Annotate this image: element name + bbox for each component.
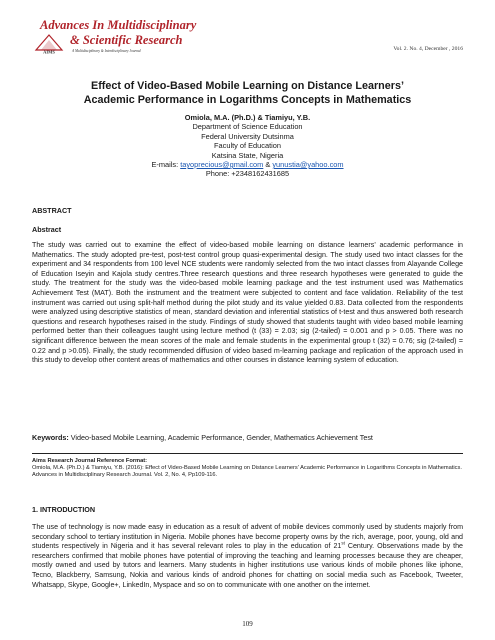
paper-title: [32, 80, 463, 107]
abstract-text: The study was carried out to examine the effect of video-based mobile learning on distance learners’ academic performance in Mathematics. The study adopted pre-test, post-test control group quasi-experimental design. The study used two intact classes for the experiment and 34 respondents from 100 level NCE students were randomly selected from the two intact classes from Alayande College of Education Iseyin and Kajola study centres.Three research questions and three research hypotheses were generated to guide the study. The treatment for the study was the video-based mobile learning package and the test instrument used was Mathematics Achievement Test (MAT). Both the instrument and the treatment were subjected to content and face validation. Reliability of the test instrument was carried out using split-half method during the pilot study and its value yielded 0.83. Data collected from the respondents were analyzed using descriptive statistics of mean, standard deviation and inferential statistics of t-test and thus answered both research questions and research hypotheses raised in the study. Findings of study showed that students taught with video based mobile learning performed better than their colleagues taught using lecture method (t (33) = 2.03; sig (2-tailed) = 0.001 and p > 0.05. There was no significant difference between the mean scores of the male and female students in the experimental group t (32) = 0.76; sig (2-tailed) = 0.22 and p >0.05). Finally, the study recommended diffusion of video based m-learning package and replication of the approach used in this study to develop other content areas of mathematics and other courses in distance learning system of education.: [32, 241, 463, 365]
email-separator: &: [263, 160, 273, 170]
introduction-text: [32, 523, 463, 590]
author-university: Federal University Dutsinma: [201, 131, 294, 141]
email-link-2[interactable]: yunustia@yahoo.com: [272, 160, 344, 170]
author-phone: Phone: +2348162431685: [205, 169, 290, 179]
author-names: Omiola, M.A. (Ph.D.) & Tiamiyu, Y.B.: [184, 113, 311, 122]
title-line-2: Academic Performance in Logarithms Concepts in Mathematics: [83, 93, 412, 106]
volume-info: Vol. 2. No. 4, December , 2016: [393, 46, 463, 52]
reference-heading: Aims Research Journal Reference Format:: [32, 458, 148, 464]
page-number: 109: [242, 620, 253, 628]
journal-logo: [32, 18, 197, 60]
author-department: Department of Science Education: [192, 122, 303, 132]
abstract-subheading: Abstract: [32, 225, 62, 234]
keywords-label: Keywords:: [32, 433, 69, 442]
author-emails: [32, 160, 463, 169]
author-faculty: Faculty of Education: [214, 141, 281, 151]
title-line-1: Effect of Video-Based Mobile Learning on Distance Learners’: [91, 80, 404, 92]
abstract-heading: ABSTRACT: [32, 206, 72, 215]
keywords-text: Video-based Mobile Learning, Academic Performance, Gender, Mathematics Achievement Test: [68, 433, 373, 442]
logo-badge-text: AIMS: [43, 49, 55, 54]
logo-line-1: Advances In Multidisciplinary: [40, 18, 197, 32]
introduction-heading: 1. INTRODUCTION: [32, 505, 96, 514]
intro-superscript: st: [341, 540, 345, 546]
intro-text-after: Century. Observations made by the researchers confirmed that mobile phones have potential of improving the teaching and learning processes because they are cheaper, mostly owned and used by tutors and learners. Many students in higher institutions use various kinds of mobile phones like iphone, Tecno, Blackberry, Samsung, Nokia and various kinds of android phones for chatting on social media such as Facebook, Tweeter, Whatsapp, Skype, Google+, LinkedIn, Myspace and so on to communicate with one another on the internet.: [32, 542, 463, 589]
author-state: Katsina State, Nigeria: [211, 150, 284, 160]
email-label: E-mails:: [151, 160, 181, 170]
logo-line-2: & Scientific Research: [70, 33, 183, 47]
aims-logo-icon: [32, 32, 66, 54]
section-divider: [32, 453, 463, 454]
reference-text: Omiola, M.A. (Ph.D.) & Tiamiyu, Y.B. (2016): Effect of Video-Based Mobile Learning on Distance Learners’ Academic Performance in Logarithms Concepts in Mathematics. Advances in Multidisciplinary Research Journal. Vol. 2, No. 4, Pp109-116.: [32, 465, 462, 479]
author-block: [32, 113, 463, 179]
intro-text-before: The use of technology is now made easy in education as a result of advent of mobile devices commonly used by students majorly from secondary school to tertiary institution in Nigeria. Mobile phones have become property owns by the rich, average, poor, young, old and students respectively in Nigeria and it has several relevant roles to play in the education of 21: [32, 523, 463, 551]
email-link-1[interactable]: tayoprecious@gmail.com: [180, 160, 264, 170]
keywords: [32, 433, 463, 443]
logo-subtitle: A Multidisciplinary & Interdisciplinary Journal: [72, 49, 141, 53]
